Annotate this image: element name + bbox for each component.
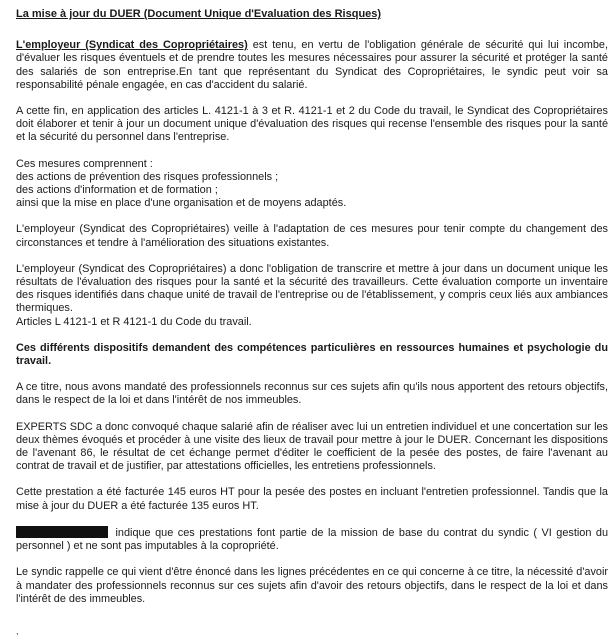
paragraph-adaptation: L'employeur (Syndicat des Copropriétaires) veille à l'adaptation de ces mesures pour tenir compte du changement des circonstances et tendre à l'amélioration des situations existantes. xyxy=(16,223,608,249)
articles-reference: Articles L 4121-1 et R 4121-1 du Code du travail. xyxy=(16,315,252,328)
paragraph-measures xyxy=(16,158,608,211)
paragraph-mandate: A ce titre, nous avons mandaté des professionnels reconnus sur ces sujets afin qu'ils nous apportent des retours objectifs, dans le respect de la loi et dans l'intérêt de nos immeubles. xyxy=(16,381,608,407)
paragraph-legal-articles: A cette fin, en application des articles L. 4121-1 à 3 et R. 4121-1 et 2 du Code du travail, le Syndicat des Copropriétaires doit élaborer et tenir à jour un document unique d'évaluation des risques qui recense l'ensemble des risques pour la santé et la sécurité du personnel dans l'entreprise. xyxy=(16,105,608,144)
paragraph-transcription xyxy=(16,263,608,329)
employer-obligation-text: est tenu, en vertu de l'obligation générale de sécurité qui lui incombe, d'évaluer les risques éventuels et de prendre toutes les mesures nécessaires pour assurer la sécurité et protéger la santé des salariés de son entreprise.En tant que représentant du Syndicat des Copropriétaires, le syndic peut voir sa responsabilité pénale engagée, en cas d'accident du salarié. xyxy=(16,39,608,91)
paragraph-redacted-statement xyxy=(16,526,608,553)
redacted-statement-text: indique que ces prestations font partie de la mission de base du contrat du syndic ( VI gestion du personnel ) et ne sont pas imputables à la copropriété. xyxy=(16,526,608,553)
paragraph-competences: Ces différents dispositifs demandent des compétences particulières en ressources humaines et psychologie du travail. xyxy=(16,341,608,368)
measure-item: ainsi que la mise en place d'une organisation et de moyens adaptés. xyxy=(16,197,347,210)
document-page xyxy=(16,8,608,619)
trailing-mark: , xyxy=(16,626,19,636)
document-title: La mise à jour du DUER (Document Unique d'Evaluation des Risques) xyxy=(16,8,382,20)
paragraph-invoice: Cette prestation a été facturée 145 euros HT pour la pesée des postes en incluant l'entretien professionnel. Tandis que la mise à jour du DUER a été facturée 135 euros HT. xyxy=(16,486,608,512)
paragraph-experts-sdc: EXPERTS SDC a donc convoqué chaque salarié afin de réaliser avec lui un entretien individuel et une concertation sur les deux thèmes évoqués et procéder à une visite des lieux de travail pour mettre à jour le DUER. Concernant les dispositions de l'avenant 86, le résultat de cet échange permet d'éditer le coefficient de la pesée des postes, de faire l'avenant au contrat de travail et de justifier, par attestations officielles, les entretiens professionnels. xyxy=(16,420,608,473)
transcription-text: L'employeur (Syndicat des Copropriétaires) a donc l'obligation de transcrire et mettre à jour dans un document unique les résultats de l'évaluation des risques pour la santé et la sécurité des travailleurs. Cette évaluation comporte un inventaire des risques identifiés dans chaque unité de travail de l'entreprise ou de l'établissement, y compris ceux liés aux ambiances thermiques. xyxy=(16,262,608,315)
paragraph-employer-obligation xyxy=(16,39,608,92)
measure-item: des actions d'information et de formation ; xyxy=(16,184,218,197)
employer-lead: L'employeur (Syndicat des Copropriétaires) xyxy=(16,39,248,52)
measure-item: des actions de prévention des risques professionnels ; xyxy=(16,170,279,183)
paragraph-syndic-reminder: Le syndic rappelle ce qui vient d'être énoncé dans les lignes précédentes en ce qui concerne à ce titre, la nécessité d'avoir à mandater des professionnels reconnus sur ces sujets afin d'avoir des retours objectifs, dans le respect de la loi et dans l'intérêt de des immeubles. xyxy=(16,566,608,605)
redaction-block xyxy=(16,526,108,538)
measures-intro: Ces mesures comprennent : xyxy=(16,157,153,170)
